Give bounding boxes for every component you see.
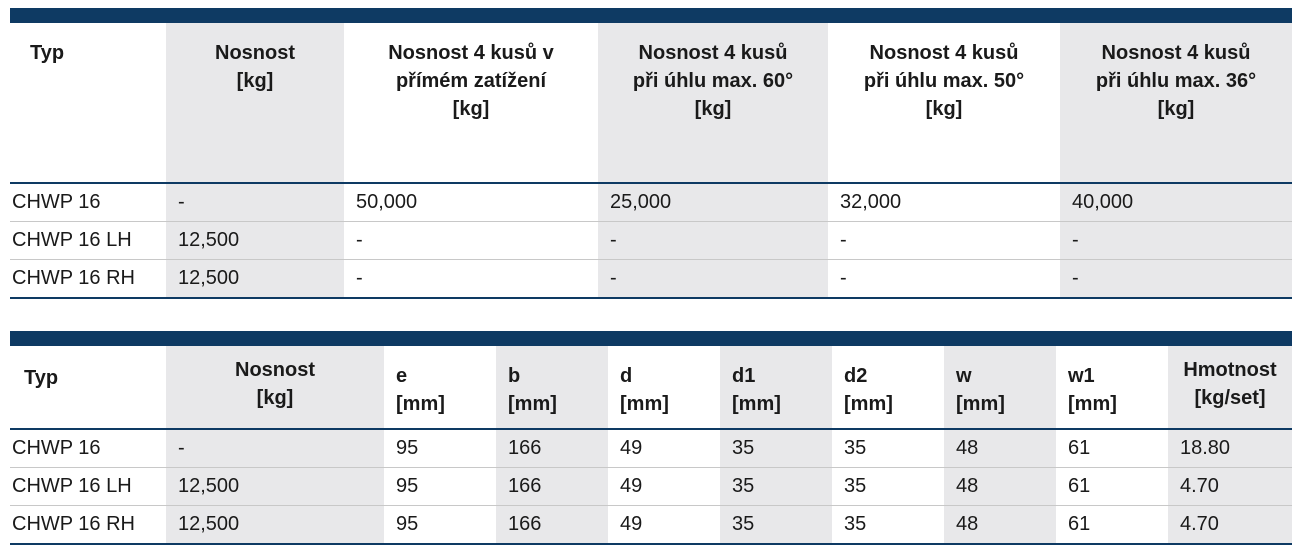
cell-value: - — [166, 429, 384, 468]
cell-value: 61 — [1056, 429, 1168, 468]
capacity-table — [10, 8, 1292, 299]
table-row — [10, 468, 1292, 506]
cell-value: 12,500 — [166, 468, 384, 506]
header-hmotnost: Hmotnost [kg/set] — [1168, 346, 1292, 429]
cell-value: 12,500 — [166, 222, 344, 260]
cell-value: 95 — [384, 429, 496, 468]
table-row — [10, 260, 1292, 299]
cell-value: - — [1060, 222, 1292, 260]
header-angle-36: Nosnost 4 kusů při úhlu max. 36° [kg] — [1060, 23, 1292, 183]
cell-value: - — [344, 260, 598, 299]
header-b: b [mm] — [496, 346, 608, 429]
cell-type: CHWP 16 — [10, 429, 166, 468]
header-typ: Typ — [10, 23, 166, 183]
cell-value: 61 — [1056, 468, 1168, 506]
cell-value: - — [598, 222, 828, 260]
cell-value: 40,000 — [1060, 183, 1292, 222]
table-row — [10, 506, 1292, 545]
cell-value: 49 — [608, 468, 720, 506]
cell-value: 166 — [496, 468, 608, 506]
cell-value: 49 — [608, 506, 720, 545]
cell-value: 48 — [944, 429, 1056, 468]
cell-value: 12,500 — [166, 506, 384, 545]
cell-value: 61 — [1056, 506, 1168, 545]
cell-value: 35 — [832, 506, 944, 545]
cell-value: 50,000 — [344, 183, 598, 222]
cell-value: 48 — [944, 506, 1056, 545]
cell-value: 166 — [496, 429, 608, 468]
cell-value: 35 — [720, 506, 832, 545]
header-e: e [mm] — [384, 346, 496, 429]
cell-value: 35 — [720, 468, 832, 506]
header-nosnost: Nosnost [kg] — [166, 346, 384, 429]
table-top-bar — [10, 8, 1292, 23]
cell-value: - — [828, 260, 1060, 299]
cell-type: CHWP 16 RH — [10, 506, 166, 545]
cell-type: CHWP 16 RH — [10, 260, 166, 299]
cell-type: CHWP 16 LH — [10, 468, 166, 506]
table-row — [10, 429, 1292, 468]
cell-value: 18.80 — [1168, 429, 1292, 468]
cell-value: - — [598, 260, 828, 299]
cell-value: - — [166, 183, 344, 222]
cell-value: - — [828, 222, 1060, 260]
header-d1: d1 [mm] — [720, 346, 832, 429]
header-d2: d2 [mm] — [832, 346, 944, 429]
table-top-bar — [10, 331, 1292, 346]
table-row — [10, 222, 1292, 260]
cell-value: 12,500 — [166, 260, 344, 299]
cell-value: 95 — [384, 468, 496, 506]
dimensions-table-grid — [10, 346, 1292, 545]
cell-value: 48 — [944, 468, 1056, 506]
cell-value: 166 — [496, 506, 608, 545]
header-w1: w1 [mm] — [1056, 346, 1168, 429]
header-typ: Typ — [10, 346, 166, 429]
cell-value: 32,000 — [828, 183, 1060, 222]
header-direct-load: Nosnost 4 kusů v přímém zatížení [kg] — [344, 23, 598, 183]
cell-value: - — [344, 222, 598, 260]
cell-type: CHWP 16 — [10, 183, 166, 222]
cell-value: 35 — [832, 468, 944, 506]
header-d: d [mm] — [608, 346, 720, 429]
cell-value: 35 — [720, 429, 832, 468]
cell-value: 35 — [832, 429, 944, 468]
header-angle-60: Nosnost 4 kusů při úhlu max. 60° [kg] — [598, 23, 828, 183]
header-angle-50: Nosnost 4 kusů při úhlu max. 50° [kg] — [828, 23, 1060, 183]
cell-value: 4.70 — [1168, 506, 1292, 545]
capacity-table-grid — [10, 23, 1292, 299]
header-w: w [mm] — [944, 346, 1056, 429]
cell-type: CHWP 16 LH — [10, 222, 166, 260]
dimensions-table — [10, 331, 1292, 545]
table-row — [10, 183, 1292, 222]
cell-value: - — [1060, 260, 1292, 299]
header-nosnost: Nosnost [kg] — [166, 23, 344, 183]
cell-value: 4.70 — [1168, 468, 1292, 506]
cell-value: 95 — [384, 506, 496, 545]
cell-value: 49 — [608, 429, 720, 468]
cell-value: 25,000 — [598, 183, 828, 222]
